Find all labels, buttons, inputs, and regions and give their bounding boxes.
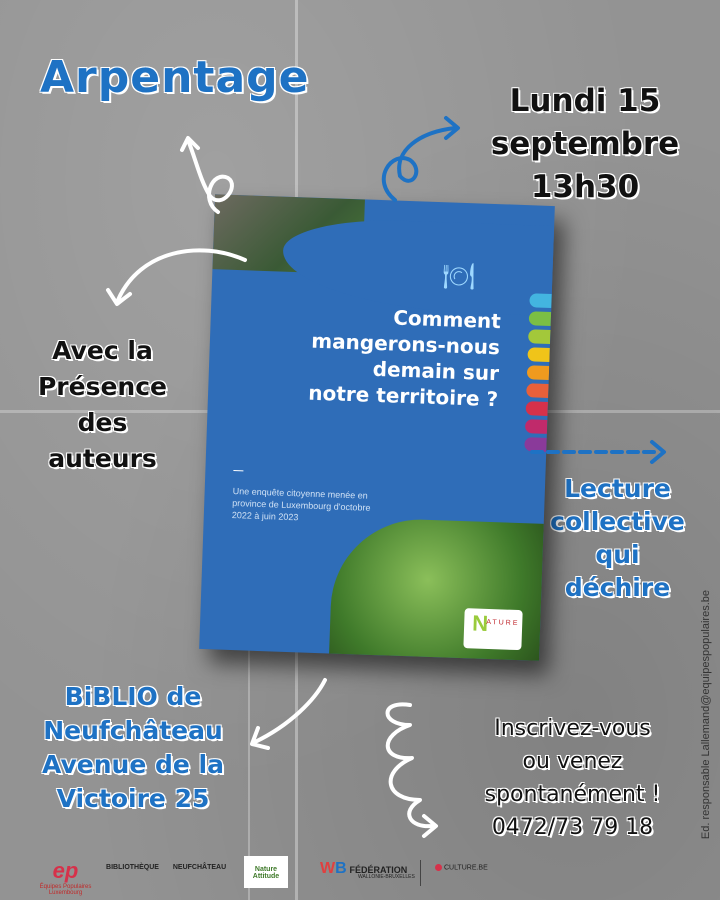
logo-culture	[435, 864, 495, 871]
date-line-2: septembre	[490, 126, 680, 162]
arrow-venue-icon	[255, 680, 325, 742]
logo-ep-caption: Équipes Populaires Luxembourg	[39, 884, 92, 896]
logo-bibliotheque: BIBLIOTHÈQUE	[106, 864, 159, 871]
venue-line-4: Victoire 25	[56, 784, 210, 813]
arrow-up-icon	[188, 140, 232, 212]
venue-line-2: Neufchâteau	[43, 716, 223, 745]
book-heading-line-1: Comment	[392, 305, 502, 334]
logo-neufchateau: NEUFCHÂTEAU	[172, 864, 227, 871]
federation-mark-icon: W	[320, 860, 336, 877]
lecture-line-2: collective	[550, 507, 685, 536]
logo-nature-attitude: Nature Attitude	[244, 856, 288, 888]
book-heading-line-2: mangerons-nous	[310, 328, 501, 360]
date-line-3: 13h30	[530, 169, 640, 205]
logo-federation-name: FÉDÉRATION	[349, 865, 408, 875]
register-line-2: ou venez	[522, 749, 623, 774]
fork-plate-speech-icon: 🍽	[441, 260, 476, 292]
logo-federation-caption: WALLONIE-BRUXELLES	[358, 874, 415, 880]
authors-line-2: Présence	[37, 372, 168, 401]
spiral-arrow-icon	[388, 704, 433, 826]
authors-line-3: des	[77, 408, 128, 437]
book-subtitle: Une enquête citoyenne menée en province de Luxembourg d'octobre 2022 à juin 2023	[231, 486, 371, 523]
lecture-line-1: Lecture	[564, 474, 671, 503]
date-line-1: Lundi 15	[509, 83, 661, 119]
lecture-line-3: qui	[595, 540, 640, 569]
venue-line-1: BiBLIO de	[64, 682, 202, 711]
event-title: Arpentage	[40, 52, 310, 103]
editor-credit: Ed. responsable Lallemand@equipespopulaires.be	[700, 590, 712, 840]
logo-ep-mark: ep	[52, 858, 79, 883]
logo-text: ATURE	[486, 618, 520, 628]
book-heading-line-4: notre territoire ?	[307, 380, 499, 412]
authors-line-4: auteurs	[48, 444, 157, 473]
logo-ep	[38, 858, 93, 896]
register-line-3: spontanément !	[484, 782, 661, 807]
footer-logos	[0, 850, 720, 900]
logo-federation: WB FÉDÉRATION WALLONIE-BRUXELLES	[320, 860, 420, 880]
venue-line-3: Avenue de la	[42, 750, 224, 779]
arrow-authors-icon	[118, 250, 245, 300]
authors-line-1: Avec la	[52, 336, 153, 365]
logo-letter: N	[471, 610, 489, 636]
register-line-1: Inscrivez-vous	[494, 716, 651, 741]
footer-divider	[420, 860, 421, 886]
logo-culture-name: CULTURE.BE	[443, 864, 488, 872]
book-heading-line-3: demain sur	[372, 356, 500, 386]
culture-dot-icon	[435, 864, 442, 871]
register-phone[interactable]: 0472/73 79 18	[491, 815, 654, 840]
lecture-line-4: déchire	[564, 573, 671, 602]
